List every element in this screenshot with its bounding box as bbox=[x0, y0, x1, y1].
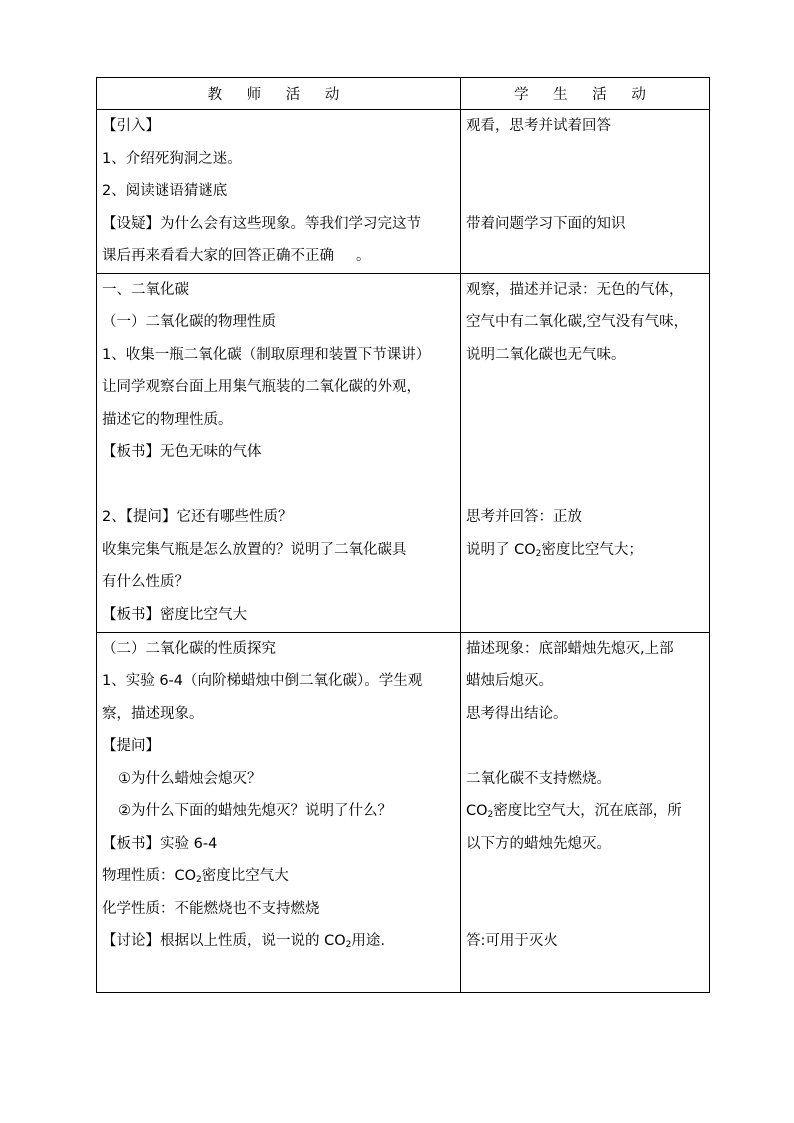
text-line: 让同学观察台面上用集气瓶装的二氧化碳的外观， bbox=[102, 379, 421, 395]
text-line: 思考并回答：正放 bbox=[466, 509, 582, 525]
teacher-cell bbox=[97, 632, 461, 992]
text-line: 答:可用于灭火 bbox=[466, 933, 558, 949]
table-row bbox=[97, 110, 710, 274]
teacher-cell bbox=[97, 110, 461, 274]
text-line: 1、收集一瓶二氧化碳（制取原理和装置下节课讲） bbox=[102, 346, 431, 363]
text-line: 1、实验 6-4（向阶梯蜡烛中倒二氧化碳）。学生观 bbox=[102, 673, 423, 689]
text-span: 说明了 CO bbox=[466, 541, 536, 558]
text-line: 【板书】密度比空气大 bbox=[102, 606, 247, 623]
text-line: （二）二氧化碳的性质探究 bbox=[102, 640, 276, 657]
table-row bbox=[97, 273, 710, 632]
text-line: 以下方的蜡烛先熄灭。 bbox=[466, 835, 611, 852]
text-line: 空气中有二氧化碳,空气没有气味， bbox=[466, 314, 689, 330]
text-line bbox=[466, 795, 704, 828]
text-line: 2、【提问】它还有哪些性质？ bbox=[102, 509, 293, 525]
text-line: 蜡烛后熄灭。 bbox=[466, 673, 553, 689]
text-line: ②为什么下面的蜡烛先熄灭？说明了什么？ bbox=[118, 803, 392, 819]
subscript: 2 bbox=[196, 875, 202, 885]
text-span: 密度比空气大； bbox=[541, 541, 643, 558]
text-line: 说明二氧化碳也无气味。 bbox=[466, 346, 626, 363]
text-line: 1、介绍死狗洞之迷。 bbox=[102, 150, 242, 167]
text-line: 有什么性质？ bbox=[102, 574, 189, 590]
text-line: （一）二氧化碳的物理性质 bbox=[102, 314, 276, 330]
text-span: 课后再来看看大家的回答正确不正确 bbox=[102, 248, 334, 264]
text-line: 【板书】实验 6-4 bbox=[102, 835, 218, 852]
text-line: 二氧化碳不支持燃烧。 bbox=[466, 770, 611, 787]
text-line: 【设疑】为什么会有这些现象。等我们学习完这节 bbox=[102, 215, 421, 232]
text-line bbox=[102, 925, 455, 958]
text-line bbox=[102, 240, 455, 273]
text-span: 密度比空气大 bbox=[201, 868, 289, 884]
text-line: 察，描述现象。 bbox=[102, 705, 204, 722]
text-span: 物理性质：CO bbox=[102, 868, 197, 884]
text-line: ①为什么蜡烛会熄灭？ bbox=[118, 770, 262, 787]
text-span: 密度比空气大，沉在底部，所 bbox=[493, 803, 682, 819]
text-span: CO bbox=[466, 803, 488, 819]
text-line: 【引入】 bbox=[102, 118, 160, 134]
table-row bbox=[97, 632, 710, 992]
text-span: 。 bbox=[356, 248, 371, 264]
student-cell bbox=[461, 110, 710, 274]
text-line: 思考得出结论。 bbox=[466, 705, 568, 722]
text-span: 【讨论】根据以上性质，说一说的 CO bbox=[102, 933, 346, 949]
subscript: 2 bbox=[345, 940, 352, 950]
text-line: 观看，思考并试着回答 bbox=[466, 118, 611, 134]
text-line: 【板书】无色无味的气体 bbox=[102, 444, 262, 460]
subscript: 2 bbox=[487, 810, 494, 820]
text-line: 化学性质：不能燃烧也不支持燃烧 bbox=[102, 900, 320, 917]
subscript: 2 bbox=[535, 548, 542, 559]
text-line bbox=[466, 534, 704, 567]
text-line: 2、阅读谜语猜谜底 bbox=[102, 183, 228, 199]
text-line: 【提问】 bbox=[102, 738, 160, 754]
text-line bbox=[102, 860, 455, 893]
lesson-plan-table bbox=[96, 77, 710, 993]
teacher-cell bbox=[97, 273, 461, 632]
header-row bbox=[97, 78, 710, 110]
text-line: 观察，描述并记录：无色的气体， bbox=[466, 281, 684, 298]
student-cell bbox=[461, 632, 710, 992]
text-line: 一、二氧化碳 bbox=[102, 281, 189, 298]
text-line: 收集完集气瓶是怎么放置的？说明了二氧化碳具 bbox=[102, 541, 407, 558]
text-span: 用途. bbox=[351, 933, 385, 949]
teacher-activity-header: 教 师 活 动 bbox=[97, 78, 461, 110]
student-activity-header: 学 生 活 动 bbox=[461, 78, 710, 110]
student-cell bbox=[461, 273, 710, 632]
text-line: 描述现象：底部蜡烛先熄灭,上部 bbox=[466, 640, 674, 657]
text-line: 描述它的物理性质。 bbox=[102, 411, 233, 428]
text-line: 带着问题学习下面的知识 bbox=[466, 215, 626, 232]
